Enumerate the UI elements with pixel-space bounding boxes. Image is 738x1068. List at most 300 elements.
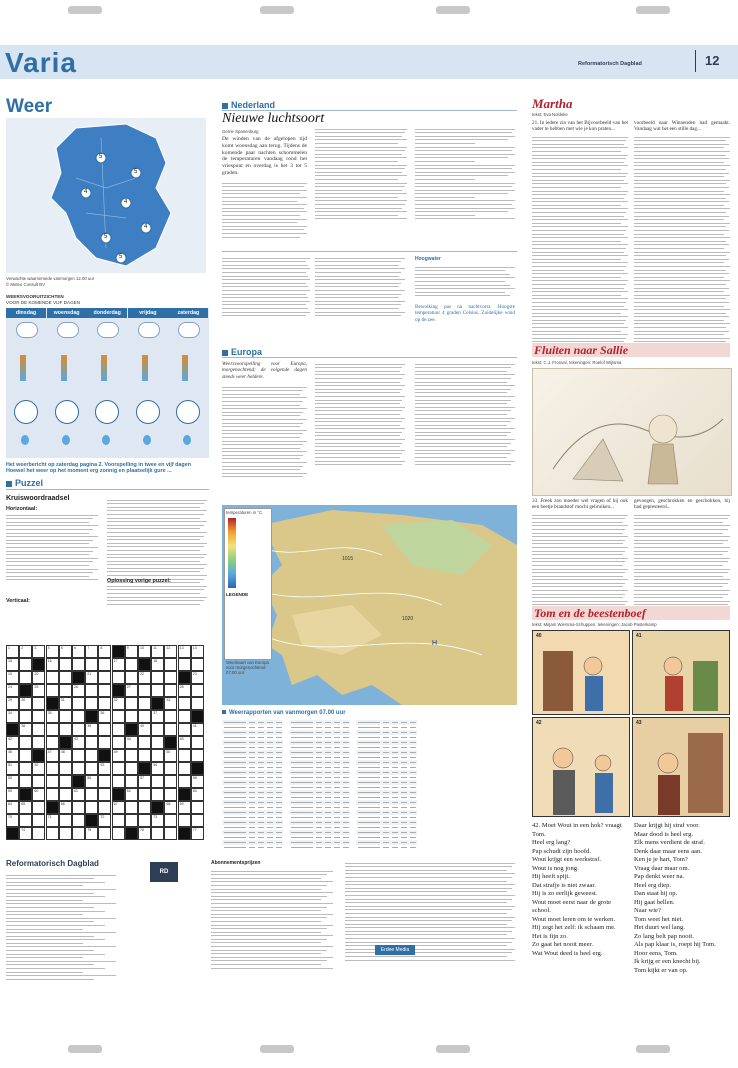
crossword-cell[interactable] [98,788,111,801]
crossword-cell[interactable]: 57 [138,775,151,788]
crossword-cell[interactable] [72,723,85,736]
sallie-illustration [532,368,732,496]
crossword-cell[interactable] [138,710,151,723]
crossword-cell[interactable] [164,762,177,775]
crossword-cell[interactable] [138,749,151,762]
crossword-cell[interactable] [125,710,138,723]
crossword-cell[interactable]: 19 [6,671,19,684]
crossword-cell[interactable] [72,749,85,762]
text-line [415,392,507,393]
text-line [315,157,407,158]
temp-bar [61,355,67,381]
text-line [345,906,515,907]
crossword-cell[interactable] [164,710,177,723]
text-line [532,316,628,317]
crossword-cell[interactable] [32,697,45,710]
crossword-cell[interactable] [32,710,45,723]
text-line [415,371,507,372]
crossword-cell[interactable]: 55 [6,775,19,788]
text-line [315,396,405,397]
crossword-cell[interactable] [164,671,177,684]
crossword-cell[interactable] [98,684,111,697]
text-line [211,932,321,933]
crossword-block [59,736,72,749]
crossword-cell[interactable]: 62 [125,788,138,801]
crossword-cell[interactable] [164,788,177,801]
text-line [211,914,333,915]
text-line [211,903,333,904]
crossword-cell[interactable] [98,723,111,736]
crossword-cell[interactable]: 36 [98,710,111,723]
crossword-cell[interactable] [98,827,111,840]
text-line [107,557,204,558]
text-line [415,190,515,191]
crossword-cell[interactable] [191,697,204,710]
crossword-cell[interactable] [151,671,164,684]
crossword-cell[interactable] [112,814,125,827]
crossword-cell[interactable]: 20 [32,671,45,684]
crossword-cell[interactable]: 60 [32,788,45,801]
crossword-cell[interactable]: 51 [6,762,19,775]
crossword-cell[interactable]: 43 [72,736,85,749]
text-line [222,473,307,474]
crossword-cell[interactable] [138,814,151,827]
crossword-cell[interactable]: 74 [19,827,32,840]
crossword-cell[interactable] [191,736,204,749]
crossword-cell[interactable] [164,775,177,788]
crossword-cell[interactable]: 68 [164,801,177,814]
text-line [532,158,626,159]
text-line [107,510,207,511]
crossword-cell[interactable] [19,814,32,827]
crossword-cell[interactable] [59,710,72,723]
crossword-cell[interactable] [46,723,59,736]
bottom-tab [436,1045,470,1053]
verse-line: Wout moet leren om te werken. [532,915,615,923]
crossword-cell[interactable] [164,684,177,697]
text-line [315,129,407,130]
crossword-cell[interactable]: 6 [72,645,85,658]
crossword-cell[interactable] [19,671,32,684]
comic-panel-4 [632,717,730,817]
crossword-cell[interactable] [178,710,191,723]
crossword-cell[interactable]: 64 [6,801,19,814]
text-line [634,244,729,245]
crossword-cell[interactable] [32,827,45,840]
crossword-cell[interactable] [85,684,98,697]
crossword-cell[interactable] [72,710,85,723]
crossword-cell[interactable]: 2 [19,645,32,658]
crossword-cell[interactable] [98,671,111,684]
crossword-cell[interactable]: 42 [6,736,19,749]
text-line [315,279,405,280]
crossword-cell[interactable] [72,801,85,814]
text-line [532,551,625,552]
text-line [211,917,327,918]
crossword-cell[interactable] [151,827,164,840]
text-line [415,183,515,184]
crossword-cell[interactable]: 9 [125,645,138,658]
crossword-cell[interactable] [125,671,138,684]
crossword-cell[interactable] [164,723,177,736]
crossword-cell[interactable] [191,801,204,814]
text-line [222,458,300,459]
crossword-cell[interactable] [59,827,72,840]
crossword-cell[interactable] [112,827,125,840]
text-line [107,500,207,501]
crossword-cell[interactable] [32,736,45,749]
crossword-cell[interactable] [46,684,59,697]
crossword-cell[interactable] [46,736,59,749]
crossword-cell[interactable] [85,762,98,775]
crossword-cell[interactable]: 53 [98,762,111,775]
crossword-cell[interactable]: 38 [19,723,32,736]
crossword-cell[interactable] [19,736,32,749]
text-line [315,371,400,372]
forecast-day: dinsdag [6,308,46,318]
crossword-cell[interactable] [151,775,164,788]
text-line [222,405,300,406]
text-line [345,913,507,914]
crossword-cell[interactable]: 3 [32,645,45,658]
text-line [315,258,405,259]
text-line [634,284,726,285]
text-line [315,374,405,375]
text-line [222,304,306,305]
crossword-cell[interactable]: 39 [85,723,98,736]
crossword-cell[interactable] [164,658,177,671]
crossword-cell[interactable]: 29 [6,697,19,710]
verse-line: Daar krijgt hij straf voor. [634,822,700,829]
crossword-cell[interactable] [178,723,191,736]
crossword-cell[interactable] [178,814,191,827]
crossword-cell[interactable] [19,710,32,723]
text-line [634,180,730,181]
crossword-cell[interactable]: 59 [6,788,19,801]
crossword-cell[interactable] [191,658,204,671]
text-line [345,924,507,925]
text-line [532,259,621,260]
text-line [415,270,505,271]
crossword-cell[interactable] [59,788,72,801]
text-line [6,579,98,580]
verse-line: 42. Moet Wout in een hok? vraagt Tom. [532,822,622,838]
crossword-cell[interactable]: 13 [178,645,191,658]
crossword-cell[interactable] [46,775,59,788]
crossword-cell[interactable] [125,762,138,775]
text-line [415,292,505,293]
crossword-cell[interactable]: 66 [59,801,72,814]
text-line [211,874,327,875]
crossword-cell[interactable] [98,801,111,814]
crossword-cell[interactable] [59,814,72,827]
crossword-cell[interactable]: 7 [85,645,98,658]
crossword-cell[interactable] [59,671,72,684]
crossword-cell[interactable] [59,684,72,697]
crossword-cell[interactable]: 45 [178,736,191,749]
text-line [532,583,625,584]
crossword-cell[interactable] [19,658,32,671]
text-line [415,364,515,365]
crossword-cell[interactable]: 5 [59,645,72,658]
crossword-cell[interactable]: 73 [151,814,164,827]
crossword-cell[interactable] [191,814,204,827]
crossword-cell[interactable] [85,697,98,710]
crossword-cell[interactable]: 31 [59,697,72,710]
text-line [315,154,402,155]
crossword-cell[interactable] [19,762,32,775]
verse-line: Wout krijgt een werkstraf. [532,856,602,863]
top-tab [68,6,102,14]
crossword-cell[interactable] [191,684,204,697]
crossword-cell[interactable]: 49 [112,749,125,762]
crossword-cell[interactable] [19,749,32,762]
crossword-cell[interactable] [98,736,111,749]
crossword-cell[interactable] [72,658,85,671]
text-line [222,315,306,316]
crossword-cell[interactable]: 37 [151,710,164,723]
crossword-cell[interactable]: 63 [191,788,204,801]
text-line [222,394,300,395]
crossword-cell[interactable]: 61 [72,788,85,801]
crossword-cell[interactable]: 12 [164,645,177,658]
crossword-cell[interactable]: 4 [46,645,59,658]
text-line [532,594,625,595]
crossword-cell[interactable]: 30 [19,697,32,710]
crossword-cell[interactable] [151,684,164,697]
crossword-cell[interactable]: 17 [112,658,125,671]
table-cell [408,845,417,850]
text-line [107,536,204,537]
text-line [532,309,628,310]
crossword-cell[interactable] [112,710,125,723]
text-line [634,313,726,314]
text-line [532,270,624,271]
crossword-cell[interactable]: 47 [46,749,59,762]
crossword-cell[interactable]: 44 [125,736,138,749]
crossword-cell[interactable] [138,736,151,749]
crossword-cell[interactable]: 26 [72,684,85,697]
text-line [222,226,307,227]
cloud-icon [57,322,79,338]
text-line [634,205,724,206]
crossword-cell[interactable] [32,801,45,814]
text-line [415,407,515,408]
crossword-cell[interactable] [72,762,85,775]
crossword-cell[interactable] [98,697,111,710]
crossword-cell[interactable]: 54 [151,762,164,775]
crossword-cell[interactable] [32,814,45,827]
crossword-cell[interactable] [85,658,98,671]
crossword-cell[interactable] [151,749,164,762]
crossword-cell[interactable] [125,775,138,788]
crossword-cell[interactable]: 25 [32,684,45,697]
text-line [6,533,89,534]
crossword-cell[interactable] [138,697,151,710]
crossword-cell[interactable]: 21 [85,671,98,684]
map-temp: 4 [124,199,128,205]
crossword-cell[interactable] [112,762,125,775]
crossword-cell[interactable]: 75 [85,827,98,840]
text-line [634,216,729,217]
text-line [532,198,624,199]
crossword-cell[interactable]: 15 [6,658,19,671]
text-line [222,183,307,184]
crossword-cell[interactable]: 48 [59,749,72,762]
crossword-cell[interactable] [125,801,138,814]
text-line [532,536,628,537]
text-line [532,208,628,209]
crossword-cell[interactable] [59,658,72,671]
crossword-cell[interactable]: 40 [138,723,151,736]
crossword-cell[interactable]: 72 [98,814,111,827]
crossword-cell[interactable] [46,827,59,840]
crossword-cell[interactable]: 52 [32,762,45,775]
verse-line: Zo lang belt pap nooit. [634,932,694,940]
crossword-cell[interactable] [164,814,177,827]
crossword-cell[interactable]: 24 [6,684,19,697]
crossword-cell[interactable] [72,697,85,710]
verse-line: Heel erg diep. [634,881,672,889]
crossword-cell[interactable] [59,762,72,775]
crossword-cell[interactable]: 10 [138,645,151,658]
crossword-cell[interactable]: 11 [151,645,164,658]
text-line [107,597,207,598]
text-line [315,143,398,144]
crossword-cell[interactable] [72,814,85,827]
verse-line: Hij gaat bellen. [634,898,675,906]
crossword-cell[interactable] [151,723,164,736]
crossword-cell[interactable] [112,736,125,749]
crossword-cell[interactable]: 1 [6,645,19,658]
text-line [211,921,321,922]
crossword-block [6,723,19,736]
crossword-cell[interactable] [98,775,111,788]
crossword-cell[interactable] [178,749,191,762]
text-line [6,903,116,904]
crossword-cell[interactable] [125,658,138,671]
europa-rule [222,357,517,358]
cloud-icon [16,322,38,338]
crossword-cell[interactable]: 16 [46,658,59,671]
crossword-cell[interactable]: 32 [112,697,125,710]
crossword-cell[interactable] [59,723,72,736]
crossword-cell[interactable] [72,827,85,840]
crossword-cell[interactable]: 70 [6,814,19,827]
crossword-cell[interactable]: 58 [191,775,204,788]
crossword-cell[interactable] [85,801,98,814]
wind-compass-icon [14,400,38,424]
crossword-cell[interactable]: 69 [178,801,191,814]
text-line [315,186,405,187]
crossword-cell[interactable] [46,762,59,775]
map-credit: © Meteo Consult BV [6,282,45,287]
crossword-cell[interactable] [138,801,151,814]
crossword-cell[interactable] [191,749,204,762]
crossword-cell[interactable] [164,827,177,840]
crossword-cell[interactable] [125,814,138,827]
verse-line: Het duurt wel lang. [634,924,685,931]
text-line [222,286,308,287]
crossword-cell[interactable] [85,788,98,801]
crossword-cell[interactable]: 34 [6,710,19,723]
crossword-cell[interactable] [98,658,111,671]
crossword-cell[interactable] [32,723,45,736]
text-line [222,265,308,266]
text-line [345,917,515,918]
text-line [315,200,407,201]
crossword-cell[interactable]: 46 [6,749,19,762]
crossword-cell[interactable]: 18 [151,658,164,671]
crossword-cell[interactable]: 8 [98,645,111,658]
crossword-cell[interactable] [151,788,164,801]
crossword-cell[interactable]: 35 [46,710,59,723]
text-line [415,435,507,436]
crossword-cell[interactable] [138,788,151,801]
crossword-cell[interactable]: 65 [19,801,32,814]
crossword-cell[interactable] [112,723,125,736]
crossword-cell[interactable]: 14 [191,645,204,658]
text-line [532,601,628,602]
crossword-cell[interactable] [112,671,125,684]
crossword-cell[interactable]: 76 [138,827,151,840]
crossword-cell[interactable] [125,749,138,762]
table-row [222,845,283,850]
crossword-cell[interactable]: 33 [164,697,177,710]
crossword-cell[interactable] [85,749,98,762]
crossword-cell[interactable] [125,697,138,710]
crossword-cell[interactable]: 71 [46,814,59,827]
martha-col1-start: 21. In iedere zin van het Bijvoorbeeld van het vader te hebben met wie je kon praten... [532,120,628,133]
text-line [315,410,402,411]
text-line [6,515,98,516]
crossword-cell[interactable] [138,684,151,697]
crossword-cell[interactable] [178,658,191,671]
text-line [532,525,628,526]
crossword-grid[interactable] [6,645,206,841]
crossword-block [46,697,59,710]
crossword-cell[interactable] [151,736,164,749]
crossword-block [164,736,177,749]
text-line [222,462,307,463]
crossword-cell[interactable]: 41 [191,723,204,736]
crossword-cell[interactable]: 27 [125,684,138,697]
crossword-cell[interactable]: 22 [138,671,151,684]
text-line [634,230,729,231]
crossword-cell[interactable]: 56 [85,775,98,788]
crossword-cell[interactable] [19,775,32,788]
crossword-cell[interactable]: 77 [191,827,204,840]
crossword-cell[interactable] [112,775,125,788]
crossword-cell[interactable] [46,671,59,684]
crossword-cell[interactable] [59,775,72,788]
crossword-cell[interactable]: 67 [112,801,125,814]
text-line [6,975,116,976]
crossword-cell[interactable] [85,736,98,749]
crossword-cell[interactable] [178,762,191,775]
crossword-cell[interactable]: 50 [164,749,177,762]
text-line [315,150,405,151]
crossword-cell[interactable] [32,775,45,788]
text-line [532,586,623,587]
text-line [315,208,402,209]
crossword-cell[interactable] [46,788,59,801]
crossword-cell[interactable] [178,775,191,788]
crossword-cell[interactable]: 23 [191,671,204,684]
crossword-cell[interactable] [178,697,191,710]
text-line [415,147,515,148]
crossword-cell[interactable]: 28 [178,684,191,697]
